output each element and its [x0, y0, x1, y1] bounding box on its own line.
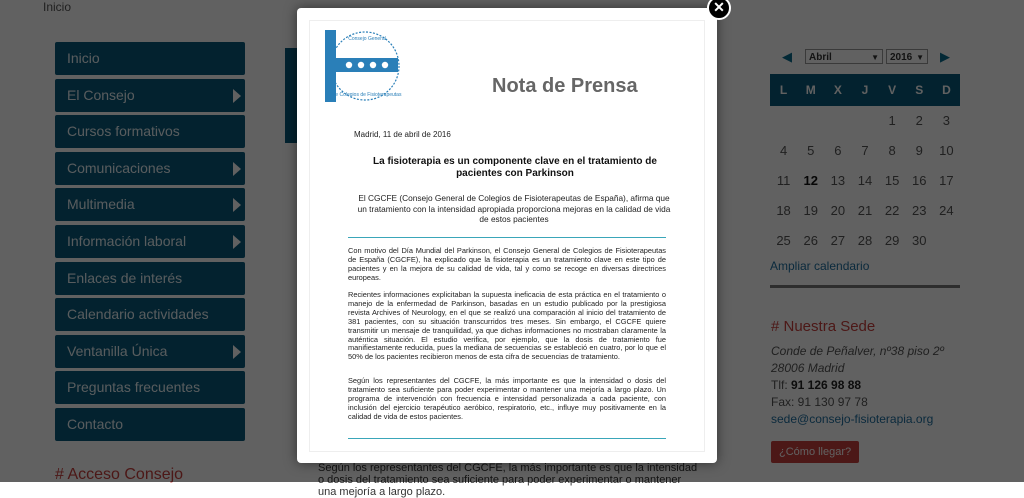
- document-title: Nota de Prensa: [492, 75, 638, 97]
- document-date: Madrid, 11 de abril de 2016: [354, 130, 451, 139]
- logo-text-top: Consejo General: [348, 36, 386, 42]
- cgcfe-logo: [323, 26, 403, 106]
- logo-text-bottom: de Colegios de Fisioterapeutas: [332, 92, 402, 98]
- document-rule-bottom: [348, 438, 666, 439]
- document-headline: La fisioterapia es un componente clave en el tratamiento de pacientes con Parkinson: [373, 156, 657, 179]
- document-subheadline: El CGCFE (Consejo General de Colegios de Fisioterapeutas de España), afirma que un tratamiento con la intensidad apropiada proporciona mejoras en la calidad de vida de estos pacientes: [357, 193, 671, 224]
- content-body-text: una mejoría a largo plazo.: [318, 486, 446, 498]
- press-release-document: [309, 20, 705, 452]
- document-paragraph-3: Según los representantes del CGCFE, la más importante es que la intensidad o dosis del tratamiento sea suficiente para poder experimentar o mantener una mejoría a largo plazo. Un programa de intervención con frecuencia e intensidad personalizada a cada paciente, con inclusión del ejercicio terapéutico aeróbico, respiratorio, etc., influye muy positivamente en la calidad de vida de estos pacientes.: [348, 376, 666, 421]
- document-paragraph-2: Recientes informaciones explicitaban la supuesta ineficacia de esta práctica en el tratamiento o manejo de la enfermedad de Parkinson, basadas en un estudio publicado por la prestigiosa revista Archives of Neurology, en el que se realizó una comparación al inicio del tratamiento de 381 pacientes, con su situación transcurridos tres meses. Sin embargo, el CGCFE quiere transmitir un mensaje de tranquilidad, ya que dichas informaciones no mostraban claramente la auténtica situación. El estudio verifica, por ejemplo, que la dosis de tratamiento fue manifiestamente reducida, pues la mediana de secuencias se estableció en cuatro, por lo que el 50% de los pacientes recibieron menos de esta cifra de secuencias de tratamiento.: [348, 290, 666, 362]
- press-release-modal: [297, 8, 717, 463]
- document-paragraph-1: Con motivo del Día Mundial del Parkinson, el Consejo General de Colegios de Fisioterapeutas de España (CGCFE), ha explicado que la fisioterapia es un tratamiento clave en este tipo de pacientes y en la mejora de su calidad de vida, tal y como se recoge en diversas directrices europeas.: [348, 246, 666, 282]
- document-rule-top: [348, 237, 666, 238]
- close-icon[interactable]: ✕: [707, 0, 731, 20]
